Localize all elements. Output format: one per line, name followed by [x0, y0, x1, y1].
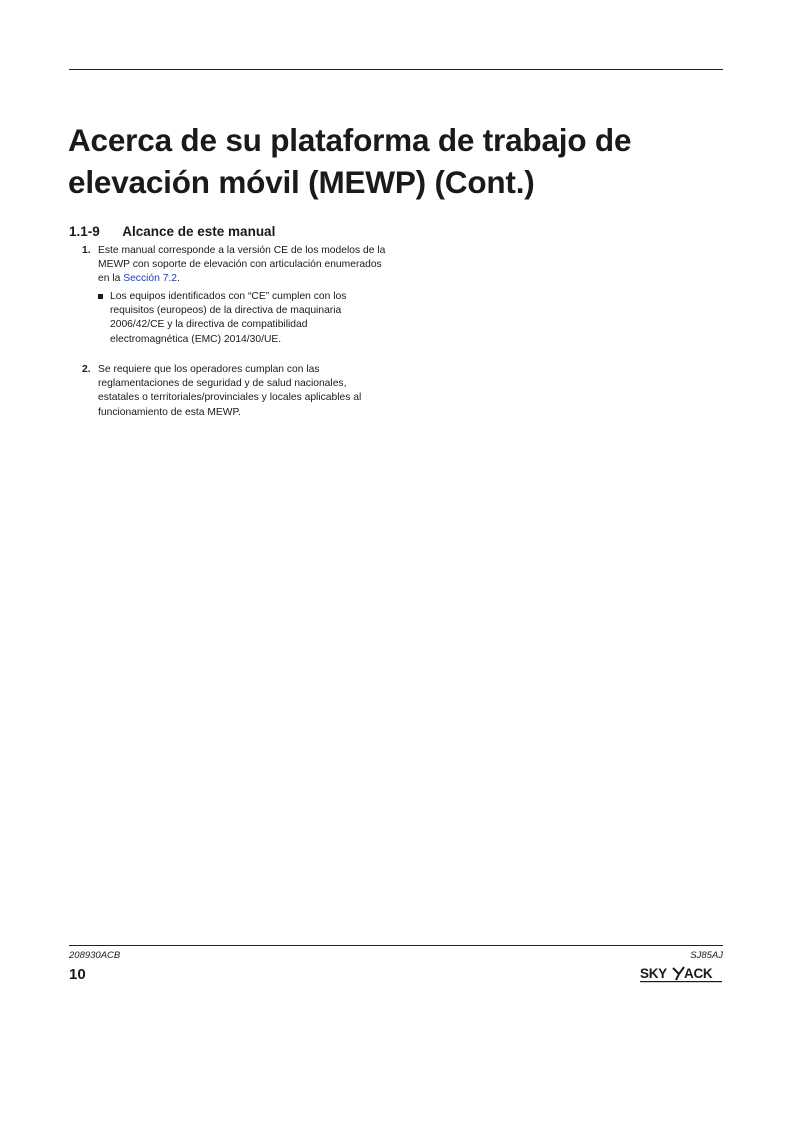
- header-rule: [69, 69, 723, 70]
- section-link[interactable]: Sección 7.2: [123, 273, 178, 285]
- list-item-text: Se requiere que los operadores cumplan con las reglamentaciones de seguridad y de salud nacionales, estatales o territoriales/provinciales y locales aplicables al funcionamiento de esta MEWP.: [98, 364, 362, 418]
- sub-list-item: [110, 290, 370, 347]
- list-item-2: [82, 363, 388, 420]
- footer-rule: [69, 945, 723, 946]
- page-title: [68, 119, 728, 203]
- list-item-1: [82, 244, 388, 287]
- model-number: SJ85AJ: [690, 950, 723, 961]
- page-title-line2: elevación móvil (MEWP) (Cont.): [68, 164, 535, 200]
- svg-text:SKY: SKY: [640, 966, 667, 981]
- svg-text:ACK: ACK: [684, 966, 713, 981]
- section-heading: [69, 223, 275, 241]
- square-bullet-icon: [98, 294, 103, 299]
- sub-list-item-text: Los equipos identificados con “CE” cumplen con los requisitos (europeos) de la directiva de maquinaria 2006/42/CE y la directiva de compatibilidad electromagnética (EMC) 2014/30/UE.: [110, 291, 347, 345]
- list-item-text: Este manual corresponde a la versión CE de los modelos de la MEWP con soporte de elevación con articulación enumerados en la: [98, 245, 386, 285]
- list-item-marker: 1.: [82, 245, 91, 256]
- skyjack-logo: [640, 963, 724, 983]
- list-item-text-end: .: [177, 273, 180, 285]
- page-number: 10: [69, 966, 86, 983]
- list-item-marker: 2.: [82, 364, 91, 375]
- section-title: Alcance de este manual: [122, 224, 276, 239]
- page-title-line1: Acerca de su plataforma de trabajo de: [68, 122, 632, 158]
- document-code: 208930ACB: [69, 950, 121, 961]
- section-number: 1.1-9: [69, 224, 100, 239]
